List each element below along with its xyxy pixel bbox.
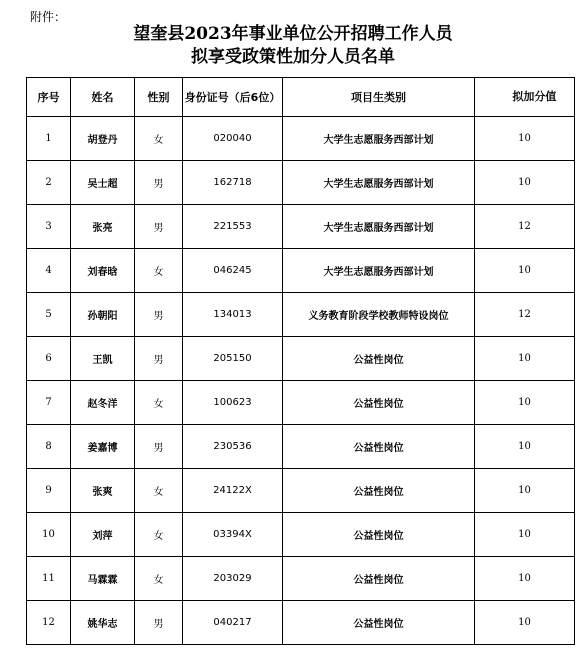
cell-id-last6: 046245 [183, 249, 283, 293]
table-row [27, 513, 575, 557]
cell-no: 8 [27, 425, 71, 469]
cell-category: 公益性岗位 [283, 425, 475, 469]
cell-name: 马霖霖 [71, 557, 135, 601]
cell-no: 4 [27, 249, 71, 293]
header-no: 序号 [27, 78, 71, 117]
table-header-row [27, 78, 575, 117]
cell-name: 张亮 [71, 205, 135, 249]
cell-bonus: 10 [475, 469, 575, 513]
cell-name: 姚华志 [71, 601, 135, 645]
table-row [27, 425, 575, 469]
cell-id-last6: 230536 [183, 425, 283, 469]
header-id: 身份证号（后6位） [183, 78, 283, 117]
cell-bonus: 10 [475, 161, 575, 205]
table-row [27, 601, 575, 645]
table-row [27, 161, 575, 205]
cell-sex: 女 [135, 469, 183, 513]
cell-id-last6: 221553 [183, 205, 283, 249]
header-name: 姓名 [71, 78, 135, 117]
cell-sex: 女 [135, 117, 183, 161]
cell-sex: 男 [135, 425, 183, 469]
cell-id-last6: 03394X [183, 513, 283, 557]
attachment-label: 附件： [30, 10, 67, 24]
cell-bonus: 10 [475, 117, 575, 161]
header-sex: 性别 [135, 78, 183, 117]
cell-category: 公益性岗位 [283, 601, 475, 645]
table-row [27, 293, 575, 337]
table-row [27, 381, 575, 425]
cell-no: 3 [27, 205, 71, 249]
cell-bonus: 12 [475, 205, 575, 249]
cell-name: 胡登丹 [71, 117, 135, 161]
cell-name: 吴士超 [71, 161, 135, 205]
cell-sex: 女 [135, 513, 183, 557]
cell-sex: 男 [135, 293, 183, 337]
document-title-line1: 望奎县2023年事业单位公开招聘工作人员 [133, 24, 453, 44]
table-row [27, 337, 575, 381]
table-row [27, 117, 575, 161]
cell-no: 1 [27, 117, 71, 161]
cell-category: 公益性岗位 [283, 381, 475, 425]
header-category: 项目生类别 [283, 78, 475, 117]
cell-name: 赵冬洋 [71, 381, 135, 425]
cell-name: 孙朝阳 [71, 293, 135, 337]
cell-category: 义务教育阶段学校教师特设岗位 [283, 293, 475, 337]
cell-id-last6: 162718 [183, 161, 283, 205]
cell-no: 7 [27, 381, 71, 425]
cell-bonus: 12 [475, 293, 575, 337]
cell-id-last6: 020040 [183, 117, 283, 161]
table-row [27, 557, 575, 601]
cell-sex: 女 [135, 249, 183, 293]
cell-no: 10 [27, 513, 71, 557]
cell-id-last6: 24122X [183, 469, 283, 513]
cell-name: 刘春晗 [71, 249, 135, 293]
cell-sex: 女 [135, 557, 183, 601]
cell-bonus: 10 [475, 557, 575, 601]
cell-name: 姜嘉博 [71, 425, 135, 469]
cell-category: 大学生志愿服务西部计划 [283, 205, 475, 249]
header-bonus-text: 拟加分值 [512, 90, 557, 103]
cell-category: 大学生志愿服务西部计划 [283, 161, 475, 205]
document-title-line2: 拟享受政策性加分人员名单 [191, 47, 395, 67]
cell-sex: 女 [135, 381, 183, 425]
cell-no: 2 [27, 161, 71, 205]
cell-category: 大学生志愿服务西部计划 [283, 249, 475, 293]
cell-name: 张爽 [71, 469, 135, 513]
cell-name: 王凯 [71, 337, 135, 381]
cell-category: 公益性岗位 [283, 469, 475, 513]
cell-bonus: 10 [475, 249, 575, 293]
cell-bonus: 10 [475, 337, 575, 381]
cell-bonus: 10 [475, 601, 575, 645]
cell-bonus: 10 [475, 381, 575, 425]
bonus-roster-table [26, 77, 575, 645]
cell-id-last6: 100623 [183, 381, 283, 425]
cell-sex: 男 [135, 337, 183, 381]
cell-bonus: 10 [475, 425, 575, 469]
cell-sex: 男 [135, 161, 183, 205]
cell-id-last6: 134013 [183, 293, 283, 337]
table-row [27, 469, 575, 513]
cell-name: 刘萍 [71, 513, 135, 557]
cell-no: 5 [27, 293, 71, 337]
table-row [27, 205, 575, 249]
cell-category: 公益性岗位 [283, 513, 475, 557]
cell-id-last6: 040217 [183, 601, 283, 645]
table-body [27, 117, 575, 645]
cell-id-last6: 203029 [183, 557, 283, 601]
cell-category: 大学生志愿服务西部计划 [283, 117, 475, 161]
cell-no: 11 [27, 557, 71, 601]
cell-sex: 男 [135, 601, 183, 645]
cell-no: 9 [27, 469, 71, 513]
cell-sex: 男 [135, 205, 183, 249]
cell-bonus: 10 [475, 513, 575, 557]
cell-category: 公益性岗位 [283, 337, 475, 381]
table-row [27, 249, 575, 293]
cell-id-last6: 205150 [183, 337, 283, 381]
header-bonus [475, 78, 575, 117]
cell-category: 公益性岗位 [283, 557, 475, 601]
cell-no: 12 [27, 601, 71, 645]
cell-no: 6 [27, 337, 71, 381]
